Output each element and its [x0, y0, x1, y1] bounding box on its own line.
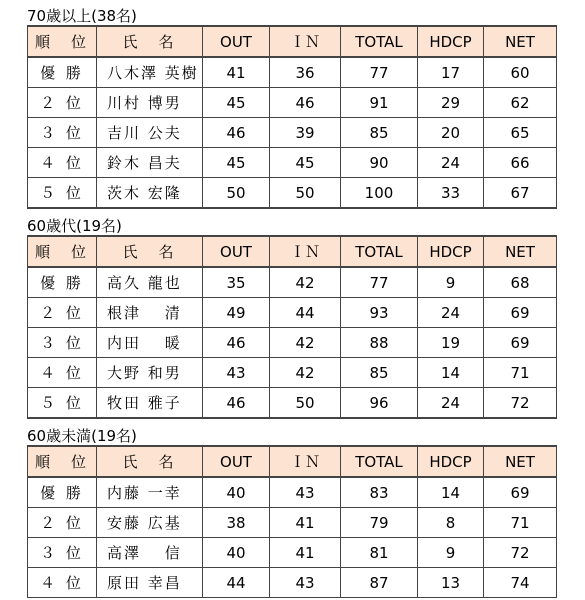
in-cell: 41 [270, 508, 341, 538]
name-cell: 高久 龍也 [97, 267, 203, 298]
table-row [28, 148, 557, 178]
out-cell: 46 [203, 388, 270, 419]
hdcp-cell: 24 [418, 148, 484, 178]
in-cell: 50 [270, 178, 341, 209]
name-cell: 内田 暖 [97, 328, 203, 358]
name-cell: 牧田 雅子 [97, 388, 203, 419]
in-cell: 43 [270, 477, 341, 508]
out-cell: 45 [203, 88, 270, 118]
total-cell: 87 [341, 568, 418, 598]
name-cell: 吉川 公夫 [97, 118, 203, 148]
name-cell: 高澤 信 [97, 538, 203, 568]
net-cell: 67 [484, 178, 557, 209]
rank-cell: ３ 位 [28, 118, 97, 148]
rank-cell: ５ 位 [28, 388, 97, 419]
in-cell: 46 [270, 88, 341, 118]
hdcp-cell: 9 [418, 267, 484, 298]
out-cell: 35 [203, 267, 270, 298]
rank-cell: ５ 位 [28, 178, 97, 209]
net-cell: 69 [484, 298, 557, 328]
net-cell: 71 [484, 508, 557, 538]
results-table [27, 445, 557, 598]
header-net: NET [484, 26, 557, 57]
in-cell: 42 [270, 328, 341, 358]
out-cell: 41 [203, 57, 270, 88]
table-row [28, 538, 557, 568]
header-name: 氏 名 [97, 26, 203, 57]
total-cell: 81 [341, 538, 418, 568]
header-name: 氏 名 [97, 446, 203, 477]
hdcp-cell: 29 [418, 88, 484, 118]
name-cell: 鈴木 昌夫 [97, 148, 203, 178]
header-rank: 順 位 [28, 236, 97, 267]
hdcp-cell: 33 [418, 178, 484, 209]
total-cell: 83 [341, 477, 418, 508]
hdcp-cell: 14 [418, 358, 484, 388]
results-table [27, 25, 557, 209]
header-total: TOTAL [341, 446, 418, 477]
total-cell: 77 [341, 267, 418, 298]
total-cell: 96 [341, 388, 418, 419]
hdcp-cell: 20 [418, 118, 484, 148]
rank-cell: ３ 位 [28, 328, 97, 358]
net-cell: 66 [484, 148, 557, 178]
hdcp-cell: 19 [418, 328, 484, 358]
total-cell: 100 [341, 178, 418, 209]
net-cell: 69 [484, 328, 557, 358]
name-cell: 八木澤 英樹 [97, 57, 203, 88]
out-cell: 43 [203, 358, 270, 388]
header-net: NET [484, 446, 557, 477]
out-cell: 46 [203, 328, 270, 358]
in-cell: 50 [270, 388, 341, 419]
table-row [28, 118, 557, 148]
in-cell: 45 [270, 148, 341, 178]
section-60s [27, 217, 556, 419]
hdcp-cell: 14 [418, 477, 484, 508]
in-cell: 42 [270, 358, 341, 388]
table-row [28, 298, 557, 328]
table-row [28, 88, 557, 118]
header-hdcp: HDCP [418, 446, 484, 477]
table-header-row [28, 446, 557, 477]
net-cell: 74 [484, 568, 557, 598]
rank-cell: ４ 位 [28, 148, 97, 178]
section-under-60 [27, 427, 556, 598]
total-cell: 79 [341, 508, 418, 538]
rank-cell: 優 勝 [28, 57, 97, 88]
header-in: ＩＮ [270, 446, 341, 477]
rank-cell: ３ 位 [28, 538, 97, 568]
header-total: TOTAL [341, 26, 418, 57]
net-cell: 69 [484, 477, 557, 508]
table-header-row [28, 26, 557, 57]
rank-cell: ４ 位 [28, 568, 97, 598]
hdcp-cell: 8 [418, 508, 484, 538]
out-cell: 46 [203, 118, 270, 148]
header-in: ＩＮ [270, 236, 341, 267]
net-cell: 72 [484, 538, 557, 568]
hdcp-cell: 13 [418, 568, 484, 598]
header-net: NET [484, 236, 557, 267]
net-cell: 71 [484, 358, 557, 388]
table-row [28, 568, 557, 598]
name-cell: 内藤 一幸 [97, 477, 203, 508]
total-cell: 88 [341, 328, 418, 358]
name-cell: 原田 幸昌 [97, 568, 203, 598]
in-cell: 42 [270, 267, 341, 298]
total-cell: 77 [341, 57, 418, 88]
out-cell: 44 [203, 568, 270, 598]
table-row [28, 508, 557, 538]
net-cell: 65 [484, 118, 557, 148]
hdcp-cell: 9 [418, 538, 484, 568]
header-total: TOTAL [341, 236, 418, 267]
header-in: ＩＮ [270, 26, 341, 57]
section-title: 70歳以上(38名) [27, 7, 137, 25]
rank-cell: ２ 位 [28, 88, 97, 118]
total-cell: 85 [341, 118, 418, 148]
table-row [28, 57, 557, 88]
net-cell: 68 [484, 267, 557, 298]
section-title: 60歳代(19名) [27, 217, 122, 235]
in-cell: 44 [270, 298, 341, 328]
out-cell: 49 [203, 298, 270, 328]
in-cell: 36 [270, 57, 341, 88]
rank-cell: ２ 位 [28, 298, 97, 328]
in-cell: 43 [270, 568, 341, 598]
total-cell: 90 [341, 148, 418, 178]
rank-cell: ２ 位 [28, 508, 97, 538]
hdcp-cell: 24 [418, 298, 484, 328]
section-70-plus [27, 7, 556, 209]
out-cell: 40 [203, 477, 270, 508]
header-out: OUT [203, 26, 270, 57]
rank-cell: 優 勝 [28, 267, 97, 298]
in-cell: 39 [270, 118, 341, 148]
out-cell: 40 [203, 538, 270, 568]
hdcp-cell: 17 [418, 57, 484, 88]
table-row [28, 477, 557, 508]
table-row [28, 358, 557, 388]
net-cell: 60 [484, 57, 557, 88]
net-cell: 62 [484, 88, 557, 118]
name-cell: 安藤 広基 [97, 508, 203, 538]
total-cell: 91 [341, 88, 418, 118]
table-row [28, 178, 557, 209]
header-out: OUT [203, 236, 270, 267]
total-cell: 85 [341, 358, 418, 388]
header-hdcp: HDCP [418, 26, 484, 57]
name-cell: 根津 清 [97, 298, 203, 328]
out-cell: 50 [203, 178, 270, 209]
header-name: 氏 名 [97, 236, 203, 267]
total-cell: 93 [341, 298, 418, 328]
header-hdcp: HDCP [418, 236, 484, 267]
table-row [28, 388, 557, 419]
out-cell: 38 [203, 508, 270, 538]
rank-cell: ４ 位 [28, 358, 97, 388]
results-table [27, 235, 557, 419]
rank-cell: 優 勝 [28, 477, 97, 508]
table-header-row [28, 236, 557, 267]
out-cell: 45 [203, 148, 270, 178]
header-out: OUT [203, 446, 270, 477]
header-rank: 順 位 [28, 26, 97, 57]
name-cell: 大野 和男 [97, 358, 203, 388]
table-row [28, 328, 557, 358]
hdcp-cell: 24 [418, 388, 484, 419]
table-row [28, 267, 557, 298]
name-cell: 川村 博男 [97, 88, 203, 118]
section-title: 60歳未満(19名) [27, 427, 137, 445]
net-cell: 72 [484, 388, 557, 419]
name-cell: 茨木 宏隆 [97, 178, 203, 209]
header-rank: 順 位 [28, 446, 97, 477]
in-cell: 41 [270, 538, 341, 568]
